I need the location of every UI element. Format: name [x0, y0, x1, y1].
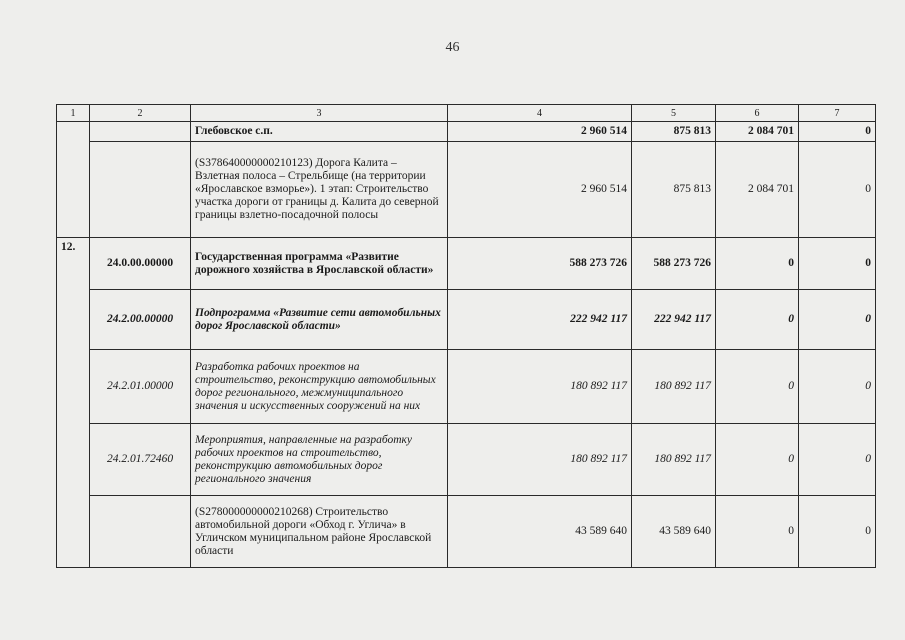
row-value-5: 875 813 — [632, 122, 716, 142]
row-value-4: 222 942 117 — [448, 290, 632, 350]
row-value-5: 43 589 640 — [632, 496, 716, 568]
row-value-6: 0 — [716, 424, 799, 496]
row-value-7: 0 — [799, 290, 876, 350]
row-code: 24.2.00.00000 — [90, 290, 191, 350]
column-header-4: 4 — [448, 105, 632, 122]
table-row — [57, 238, 876, 290]
row-index-cell: 12. — [57, 238, 90, 568]
row-value-6: 2 084 701 — [716, 122, 799, 142]
table-row — [57, 350, 876, 424]
row-value-6: 0 — [716, 238, 799, 290]
row-value-6: 0 — [716, 350, 799, 424]
row-name: (S278000000000210268) Строительство автомобильной дороги «Обход г. Углича» в Угличском муниципальном районе Ярославской области — [191, 496, 448, 568]
budget-table — [56, 104, 876, 568]
row-value-4: 180 892 117 — [448, 350, 632, 424]
column-header-1: 1 — [57, 105, 90, 122]
row-name: (S378640000000210123) Дорога Калита – Взлетная полоса – Стрельбище (на территории «Ярославское взморье»). 1 этап: Строительство участка дороги от границы д. Калита до северной границы взлетно-посадочной полосы — [191, 142, 448, 238]
row-code: 24.2.01.00000 — [90, 350, 191, 424]
column-number-row — [57, 105, 876, 122]
row-code — [90, 122, 191, 142]
table-row — [57, 122, 876, 142]
row-value-6: 0 — [716, 496, 799, 568]
row-name: Подпрограмма «Развитие сети автомобильных дорог Ярославской области» — [191, 290, 448, 350]
table-row — [57, 142, 876, 238]
table-row — [57, 424, 876, 496]
row-value-6: 0 — [716, 290, 799, 350]
row-value-5: 222 942 117 — [632, 290, 716, 350]
column-header-5: 5 — [632, 105, 716, 122]
table-row — [57, 496, 876, 568]
column-header-2: 2 — [90, 105, 191, 122]
row-value-4: 588 273 726 — [448, 238, 632, 290]
row-name: Разработка рабочих проектов на строительство, реконструкцию автомобильных дорог регионального, межмуниципального значения и искусственных сооружений на них — [191, 350, 448, 424]
row-value-5: 180 892 117 — [632, 350, 716, 424]
row-value-7: 0 — [799, 238, 876, 290]
row-code — [90, 142, 191, 238]
row-value-5: 875 813 — [632, 142, 716, 238]
row-value-7: 0 — [799, 142, 876, 238]
row-value-5: 588 273 726 — [632, 238, 716, 290]
row-code: 24.2.01.72460 — [90, 424, 191, 496]
column-header-6: 6 — [716, 105, 799, 122]
row-value-7: 0 — [799, 350, 876, 424]
row-name: Государственная программа «Развитие дорожного хозяйства в Ярославской области» — [191, 238, 448, 290]
row-name: Мероприятия, направленные на разработку рабочих проектов на строительство, реконструкцию автомобильных дорог регионального значения — [191, 424, 448, 496]
row-index-cell — [57, 122, 90, 238]
row-value-6: 2 084 701 — [716, 142, 799, 238]
row-value-7: 0 — [799, 122, 876, 142]
column-header-3: 3 — [191, 105, 448, 122]
row-value-5: 180 892 117 — [632, 424, 716, 496]
row-name: Глебовское с.п. — [191, 122, 448, 142]
row-value-4: 180 892 117 — [448, 424, 632, 496]
row-code — [90, 496, 191, 568]
table-row — [57, 290, 876, 350]
row-value-4: 2 960 514 — [448, 122, 632, 142]
row-value-7: 0 — [799, 496, 876, 568]
row-value-4: 43 589 640 — [448, 496, 632, 568]
row-code: 24.0.00.00000 — [90, 238, 191, 290]
row-value-7: 0 — [799, 424, 876, 496]
page-number: 46 — [445, 40, 460, 55]
row-value-4: 2 960 514 — [448, 142, 632, 238]
column-header-7: 7 — [799, 105, 876, 122]
